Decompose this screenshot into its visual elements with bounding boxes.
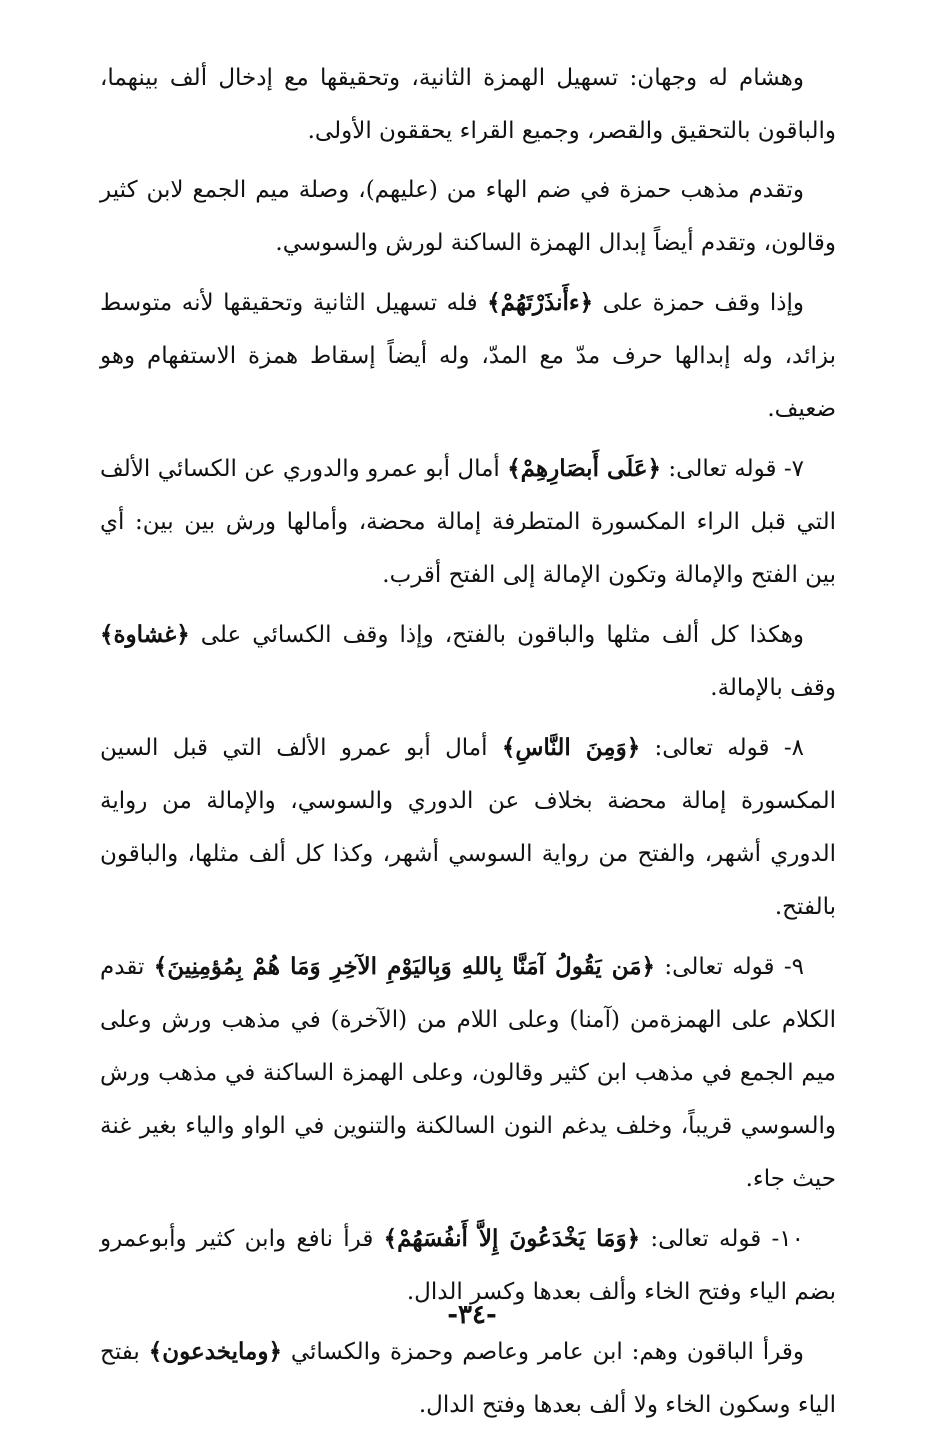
- paragraph-text: وتقدم مذهب حمزة في ضم الهاء من (عليهم)، وصلة ميم الجمع لابن كثير وقالون، وتقدم أيضاً إبدال الهمزة الساكنة لورش والسوسي.: [100, 177, 836, 256]
- quran-quote: ﴿مَن يَقُولُ آمَنَّا بِاللهِ وَبِاليَوْمِ الآخِرِ وَمَا هُمْ بِمُؤمِنِينَ﴾: [153, 953, 656, 980]
- paragraph: [100, 608, 836, 715]
- quran-quote: ﴿وَمَا يَخْدَعُونَ إِلاَّ أَنفُسَهُمْ﴾: [383, 1225, 641, 1252]
- paragraph: [100, 52, 836, 158]
- paragraph-text: وهكذا كل ألف مثلها والباقون بالفتح، وإذا وقف الكسائي على: [189, 622, 804, 648]
- paragraph-text: وقف بالإمالة.: [710, 675, 836, 701]
- paragraph-text: ٧- قوله تعالى:: [661, 456, 804, 482]
- paragraph-text: ٩- قوله تعالى:: [655, 954, 804, 980]
- paragraph-text: أمال أبو عمرو الألف التي قبل السين المكسورة إمالة محضة بخلاف عن الدوري والسوسي، والإمالة من رواية الدوري أشهر، والفتح من رواية السوسي أشهر، وكذا كل ألف مثلها، والباقون بالفتح.: [100, 735, 836, 920]
- paragraph: [100, 1325, 836, 1432]
- quran-quote: ﴿عَلَى أَبصَارِهِمْ﴾: [507, 455, 662, 482]
- paragraph-text: قرأ نافع وابن كثير وأبوعمرو بضم الياء وفتح الخاء وألف بعدها وكسر الدال.: [100, 1226, 836, 1305]
- paragraph: [100, 276, 836, 436]
- page-number: -٣٤-: [447, 1300, 497, 1330]
- quran-quote: ﴿غشاوة﴾: [100, 621, 190, 648]
- paragraph-text: وإذا وقف حمزة على: [593, 290, 804, 316]
- quran-quote: ﴿وَمِنَ النَّاسِ﴾: [501, 734, 641, 761]
- paragraph-text: بفتح الياء وسكون الخاء ولا ألف بعدها وفتح الدال.: [100, 1339, 836, 1418]
- paragraph-text: أمال أبو عمرو والدوري عن الكسائي الألف التي قبل الراء المكسورة المتطرفة إمالة محضة، وأمالها ورش بين بين: أي بين الفتح والإمالة وتكون الإمالة إلى الفتح أقرب.: [100, 456, 836, 588]
- body-text: [100, 52, 836, 1432]
- paragraph-text: ٨- قوله تعالى:: [640, 735, 804, 761]
- quran-quote: ﴿ومايخدعون﴾: [148, 1338, 282, 1365]
- paragraph: [100, 164, 836, 270]
- paragraph-text: وهشام له وجهان: تسهيل الهمزة الثانية، وتحقيقها مع إدخال ألف بينهما، والباقون بالتحقيق والقصر، وجميع القراء يحققون الأولى.: [100, 65, 836, 144]
- paragraph: [100, 442, 836, 602]
- paragraph-text: تقدم الكلام على الهمزةمن (آمنا) وعلى اللام من (الآخرة) في مذهب ورش وعلى ميم الجمع في مذهب ابن كثير وقالون، وعلى الهمزة الساكنة في مذهب ورش والسوسي قريباً، وخلف يدغم النون السالكنة والتنوين في الواو والياء بغير غنة حيث جاء.: [100, 954, 836, 1192]
- paragraph-text: وقرأ الباقون وهم: ابن عامر وعاصم وحمزة والكسائي: [281, 1339, 804, 1365]
- paragraph-text: ١٠- قوله تعالى:: [640, 1226, 805, 1252]
- paragraph-text: فله تسهيل الثانية وتحقيقها لأنه متوسط بزائد، وله إبدالها حرف مدّ مع المدّ، وله أيضاً إسقاط همزة الاستفهام وهو ضعيف.: [100, 290, 836, 422]
- paragraph: [100, 940, 836, 1206]
- quran-quote: ﴿ءأَنذَرْتَهُمْ﴾: [487, 289, 594, 316]
- paragraph: [100, 721, 836, 934]
